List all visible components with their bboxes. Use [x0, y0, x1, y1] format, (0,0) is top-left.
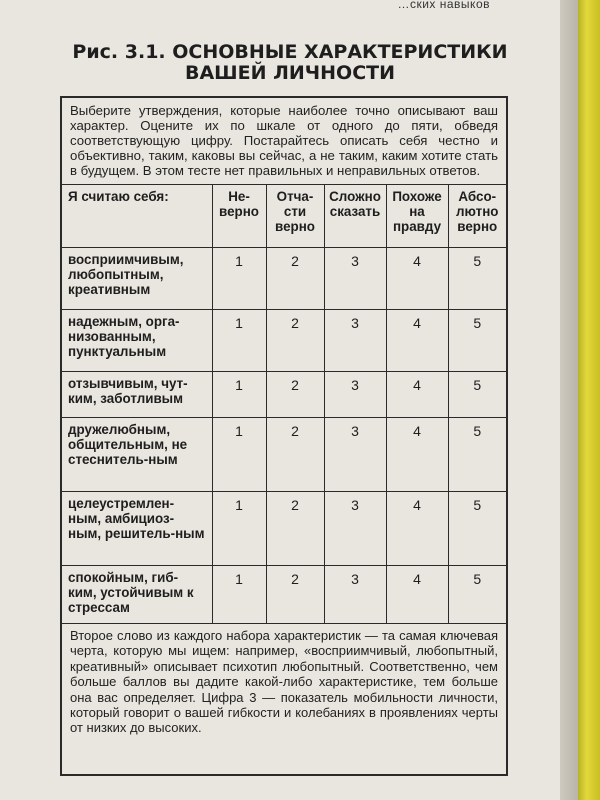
rating-table — [62, 184, 506, 624]
page-stack-edge — [560, 0, 578, 800]
rating-option[interactable]: 1 — [212, 248, 266, 310]
trait-label: спокойным, гиб-ким, устойчивым к стрессам — [62, 566, 212, 624]
running-head: …ских навыков — [397, 0, 490, 11]
header-scale-2: Отча-сти верно — [266, 185, 324, 248]
table-row — [62, 248, 506, 310]
rating-option[interactable]: 4 — [386, 418, 448, 492]
trait-label: отзывчивым, чут-ким, заботливым — [62, 372, 212, 418]
rating-option[interactable]: 3 — [324, 492, 386, 566]
figure-title: Рис. 3.1. ОСНОВНЫЕ ХАРАКТЕРИСТИКИ ВАШЕЙ ЛИЧНОСТИ — [72, 41, 508, 84]
rating-option[interactable]: 5 — [448, 418, 506, 492]
header-scale-3: Сложно сказать — [324, 185, 386, 248]
rating-option[interactable]: 3 — [324, 566, 386, 624]
table-row — [62, 566, 506, 624]
rating-option[interactable]: 4 — [386, 248, 448, 310]
rating-option[interactable]: 2 — [266, 372, 324, 418]
trait-label: дружелюбным, общительным, не стеснитель-ным — [62, 418, 212, 492]
rating-option[interactable]: 2 — [266, 310, 324, 372]
trait-label: восприимчивым, любопытным, креативным — [62, 248, 212, 310]
rating-option[interactable]: 4 — [386, 566, 448, 624]
rating-option[interactable]: 5 — [448, 566, 506, 624]
table-row — [62, 310, 506, 372]
table-row — [62, 418, 506, 492]
instructions-text: Выберите утверждения, которые наиболее точно описывают ваш характер. Оцените их по шкале от одного до пяти, обведя соответствующую цифру. Постарайтесь описать себя честно и объективно, таким, каковы вы сейчас, а не таким, каким хотите стать в будущем. В этом тесте нет правильных и неправильных ответов. — [70, 103, 498, 178]
rating-option[interactable]: 3 — [324, 248, 386, 310]
table-row — [62, 492, 506, 566]
rating-option[interactable]: 4 — [386, 310, 448, 372]
rating-option[interactable]: 5 — [448, 248, 506, 310]
questionnaire-frame — [60, 96, 508, 776]
interpretation-text: Второе слово из каждого набора характеристик — та самая ключевая черта, которую мы ищем: например, «восприимчивый, любопытный, креативный» описывает психотип любопытный. Соответственно, чем больше баллов вы дадите какой-либо характеристике, тем больше она вас определяет. Цифра 3 — показатель мобильности личности, который говорит о вашей гибкости и колебаниях в проявлениях черты от низких до высоких. — [70, 628, 498, 736]
rating-option[interactable]: 2 — [266, 492, 324, 566]
rating-option[interactable]: 2 — [266, 248, 324, 310]
rating-option[interactable]: 4 — [386, 372, 448, 418]
rating-option[interactable]: 4 — [386, 492, 448, 566]
trait-label: целеустремлен-ным, амбициоз-ным, решитель-ным — [62, 492, 212, 566]
rating-option[interactable]: 1 — [212, 492, 266, 566]
rating-option[interactable]: 3 — [324, 372, 386, 418]
rating-option[interactable]: 2 — [266, 566, 324, 624]
rating-option[interactable]: 1 — [212, 566, 266, 624]
header-scale-4: Похоже на правду — [386, 185, 448, 248]
rating-option[interactable]: 5 — [448, 310, 506, 372]
header-traits: Я считаю себя: — [62, 185, 212, 248]
rating-option[interactable]: 3 — [324, 418, 386, 492]
trait-label: надежным, орга-низованным, пунктуальным — [62, 310, 212, 372]
header-scale-1: Не-верно — [212, 185, 266, 248]
rating-option[interactable]: 3 — [324, 310, 386, 372]
rating-option[interactable]: 1 — [212, 310, 266, 372]
rating-option[interactable]: 1 — [212, 418, 266, 492]
rating-option[interactable]: 5 — [448, 372, 506, 418]
table-row — [62, 372, 506, 418]
rating-option[interactable]: 5 — [448, 492, 506, 566]
bookmark-ribbon — [578, 0, 600, 800]
rating-option[interactable]: 1 — [212, 372, 266, 418]
table-header-row — [62, 185, 506, 248]
rating-option[interactable]: 2 — [266, 418, 324, 492]
header-scale-5: Абсо-лютно верно — [448, 185, 506, 248]
